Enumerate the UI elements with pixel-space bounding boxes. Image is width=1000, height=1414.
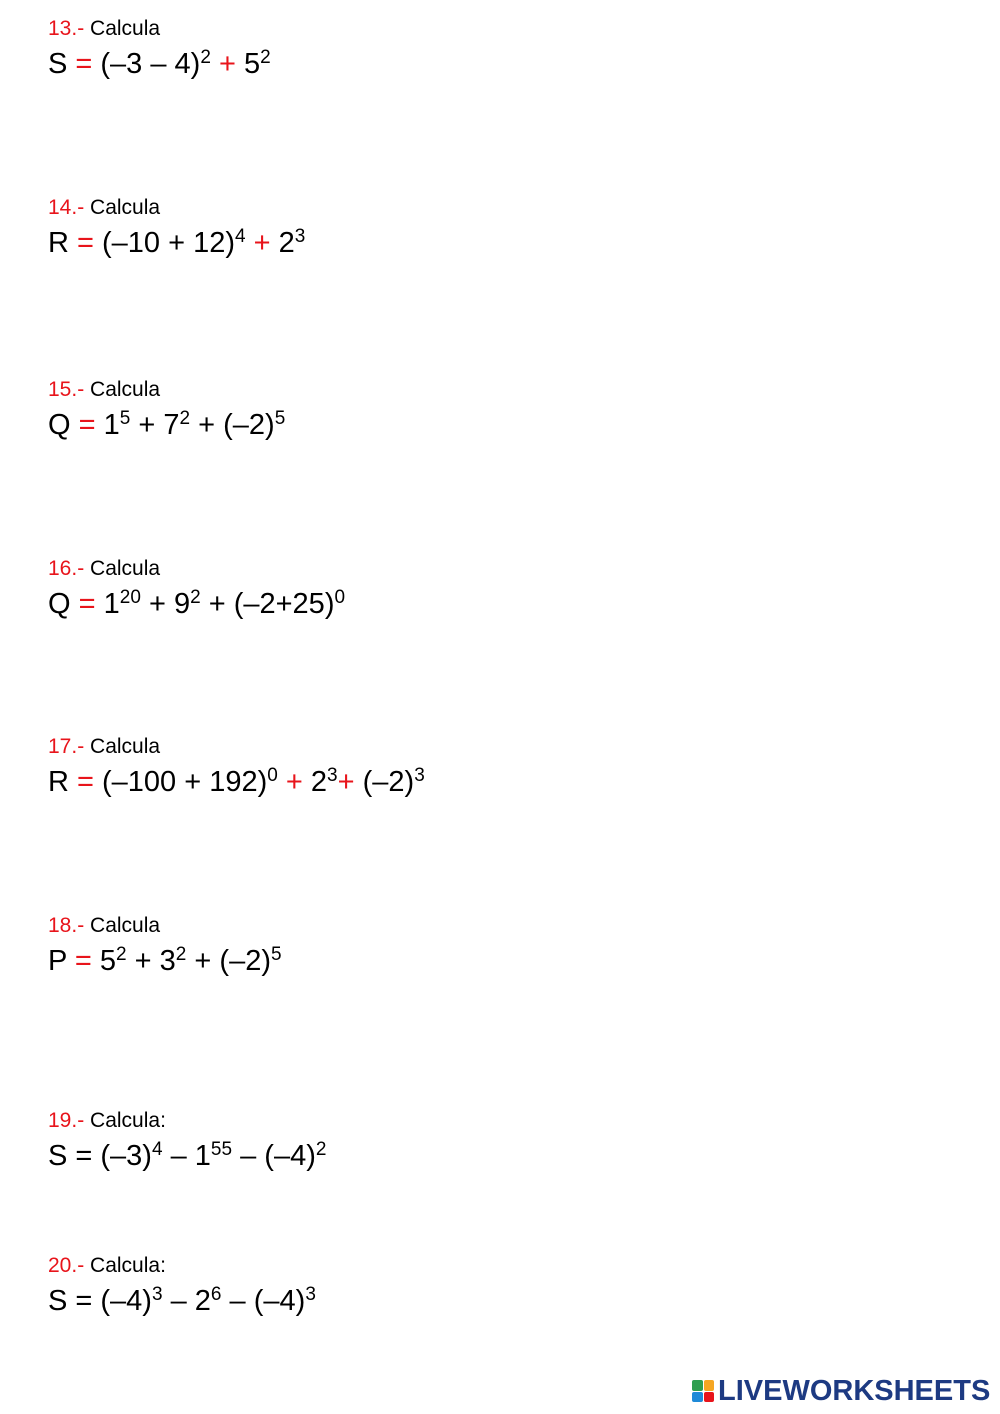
- formula-part: =: [75, 48, 93, 80]
- formula-part: =: [77, 766, 94, 798]
- formula-part: [246, 227, 254, 259]
- exponent: 5: [119, 408, 131, 429]
- exponent: 3: [305, 1284, 316, 1305]
- formula-part: +: [285, 766, 303, 798]
- exercise-18: [48, 914, 282, 977]
- exponent: 2: [200, 47, 211, 68]
- exponent: 2: [190, 587, 201, 608]
- brand-square: [692, 1380, 703, 1391]
- formula-part: 5: [91, 945, 117, 977]
- exercise-number: 15.-: [48, 378, 85, 401]
- formula-part: (–100 + 192): [93, 766, 268, 798]
- exercise-number: 19.-: [48, 1109, 85, 1132]
- formula-part: 2: [270, 227, 295, 259]
- formula-part: – 1: [162, 1140, 211, 1172]
- exercise-prompt: Calcula: [90, 196, 161, 219]
- brand-icon: [692, 1380, 714, 1402]
- brand-square: [704, 1392, 715, 1403]
- exponent: 55: [210, 1139, 233, 1160]
- exercise-prompt: Calcula: [90, 914, 161, 937]
- formula-part: =: [78, 588, 96, 620]
- exponent: 4: [235, 226, 246, 247]
- formula-part: [211, 48, 219, 80]
- formula: [48, 226, 305, 260]
- formula: [48, 1284, 316, 1318]
- exercise-15: [48, 378, 286, 441]
- formula-part: (–3 – 4): [92, 48, 201, 80]
- exercise-number: 16.-: [48, 557, 85, 580]
- formula-part: +: [253, 227, 271, 259]
- formula-part: + (–2): [190, 409, 275, 441]
- formula-part: (–2): [354, 766, 415, 798]
- formula: [48, 765, 425, 799]
- formula: [48, 587, 345, 621]
- exponent: 3: [414, 765, 425, 786]
- formula-part: 2: [302, 766, 328, 798]
- brand-square: [704, 1380, 715, 1391]
- formula-part: + (–2): [186, 945, 271, 977]
- exponent: 0: [267, 765, 278, 786]
- exercise-14: [48, 196, 306, 259]
- exponent: 2: [175, 944, 187, 965]
- exercise-17: [48, 735, 425, 798]
- exercise-prompt: Calcula: [90, 17, 161, 40]
- formula: [48, 1139, 326, 1173]
- exercise-13: [48, 17, 271, 80]
- formula: [48, 408, 285, 442]
- exponent: 6: [210, 1284, 222, 1305]
- formula-part: Q: [48, 409, 79, 441]
- formula-part: (–10 + 12): [93, 227, 236, 259]
- exercise-19: [48, 1109, 327, 1172]
- exponent: 2: [315, 1139, 327, 1160]
- exponent: 3: [151, 1284, 163, 1305]
- formula: [48, 944, 282, 978]
- exponent: 0: [334, 587, 346, 608]
- exponent: 2: [179, 408, 191, 429]
- formula-part: =: [74, 945, 92, 977]
- formula-part: S: [48, 48, 76, 80]
- formula-part: + 7: [130, 409, 180, 441]
- exponent: 2: [260, 47, 271, 68]
- exercise-prompt: Calcula: [90, 378, 161, 401]
- formula-part: + 3: [126, 945, 176, 977]
- formula-part: +: [218, 48, 236, 80]
- formula-part: =: [78, 409, 96, 441]
- formula-part: + (–2+25): [200, 588, 335, 620]
- exponent: 4: [151, 1139, 163, 1160]
- exercise-number: 17.-: [48, 735, 85, 758]
- brand-name: LIVEWORKSHEETS: [718, 1375, 991, 1407]
- formula: [48, 47, 271, 81]
- formula-part: R: [48, 766, 77, 798]
- exercise-prompt: Calcula:: [90, 1254, 166, 1277]
- exponent: 3: [294, 226, 306, 247]
- formula-part: + 9: [140, 588, 191, 620]
- formula-part: – (–4): [232, 1140, 316, 1172]
- exponent: 5: [270, 944, 282, 965]
- exercise-number: 13.-: [48, 17, 85, 40]
- exercise-prompt: Calcula:: [90, 1109, 166, 1132]
- formula-part: – (–4): [221, 1285, 306, 1317]
- exercise-number: 14.-: [48, 196, 85, 219]
- exercise-number: 20.-: [48, 1254, 85, 1277]
- formula-part: +: [337, 766, 355, 798]
- exponent: 2: [116, 944, 127, 965]
- exercise-prompt: Calcula: [90, 557, 161, 580]
- exercise-16: [48, 557, 346, 620]
- exercise-prompt: Calcula: [90, 735, 161, 758]
- liveworksheets-logo[interactable]: [692, 1376, 990, 1406]
- formula-part: P: [48, 945, 75, 977]
- exponent: 5: [274, 408, 286, 429]
- formula-part: R: [48, 227, 77, 259]
- formula-part: Q: [48, 588, 79, 620]
- formula-part: S = (–3): [48, 1140, 152, 1172]
- exercise-20: [48, 1254, 316, 1317]
- formula-part: 5: [235, 48, 261, 80]
- exercise-number: 18.-: [48, 914, 85, 937]
- formula-part: =: [77, 227, 94, 259]
- exponent: 20: [119, 587, 141, 608]
- formula-part: 1: [95, 588, 120, 620]
- brand-square: [692, 1392, 703, 1403]
- formula-part: [278, 766, 286, 798]
- exponent: 3: [327, 765, 338, 786]
- formula-part: – 2: [162, 1285, 211, 1317]
- formula-part: 1: [95, 409, 120, 441]
- formula-part: S = (–4): [48, 1285, 152, 1317]
